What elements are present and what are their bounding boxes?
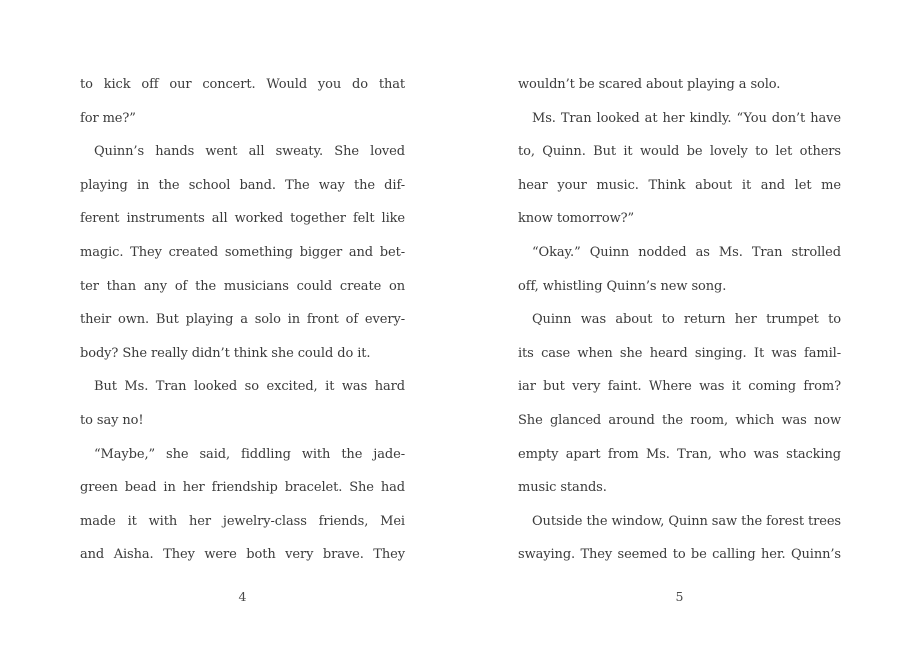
page-right-text — [518, 68, 841, 572]
text-line: empty apart from Ms. Tran, who was stacking — [518, 446, 841, 462]
page-number-right: 5 — [675, 589, 684, 604]
text-line: hear your music. Think about it and let me — [518, 177, 841, 193]
text-line: She glanced around the room, which was now — [518, 412, 841, 428]
text-line: their own. But playing a solo in front of every- — [80, 312, 405, 328]
text-line: ferent instruments all worked together felt like — [80, 211, 405, 227]
text-line: Quinn was about to return her trumpet to — [532, 312, 841, 328]
text-line: know tomorrow?” — [518, 211, 635, 227]
text-line: to kick off our concert. Would you do that — [80, 77, 405, 92]
text-line: wouldn’t be scared about playing a solo. — [518, 77, 781, 92]
page-left-text — [80, 68, 405, 572]
text-line: But Ms. Tran looked so excited, it was hard — [94, 379, 405, 395]
text-line: its case when she heard singing. It was famil- — [518, 345, 841, 361]
text-line: off, whistling Quinn’s new song. — [518, 278, 727, 294]
text-line: ter than any of the musicians could create on — [80, 278, 405, 294]
text-line: “Okay.” Quinn nodded as Ms. Tran strolled — [532, 244, 841, 260]
text-line: green bead in her friendship bracelet. She had — [80, 480, 405, 496]
text-line: to say no! — [80, 412, 144, 428]
text-line: swaying. They seemed to be calling her. Quinn’s — [518, 547, 841, 563]
text-line: iar but very faint. Where was it coming from? — [518, 379, 841, 395]
text-line: playing in the school band. The way the dif- — [80, 177, 405, 193]
text-line: made it with her jewelry-class friends, Mei — [80, 513, 405, 529]
text-line: Ms. Tran looked at her kindly. “You don’t have — [532, 110, 841, 126]
text-line: music stands. — [518, 480, 607, 496]
text-line: Quinn’s hands went all sweaty. She loved — [94, 144, 405, 160]
text-line: magic. They created something bigger and bet- — [80, 244, 405, 260]
text-line: body? She really didn’t think she could do it. — [80, 345, 371, 361]
page-number-left: 4 — [238, 589, 247, 604]
text-line: Outside the window, Quinn saw the forest trees — [532, 513, 841, 529]
text-line: for me?” — [80, 110, 136, 126]
text-line: and Aisha. They were both very brave. They — [80, 547, 405, 563]
text-line: “Maybe,” she said, fiddling with the jade- — [94, 446, 405, 462]
text-line: to, Quinn. But it would be lovely to let others — [518, 144, 841, 160]
